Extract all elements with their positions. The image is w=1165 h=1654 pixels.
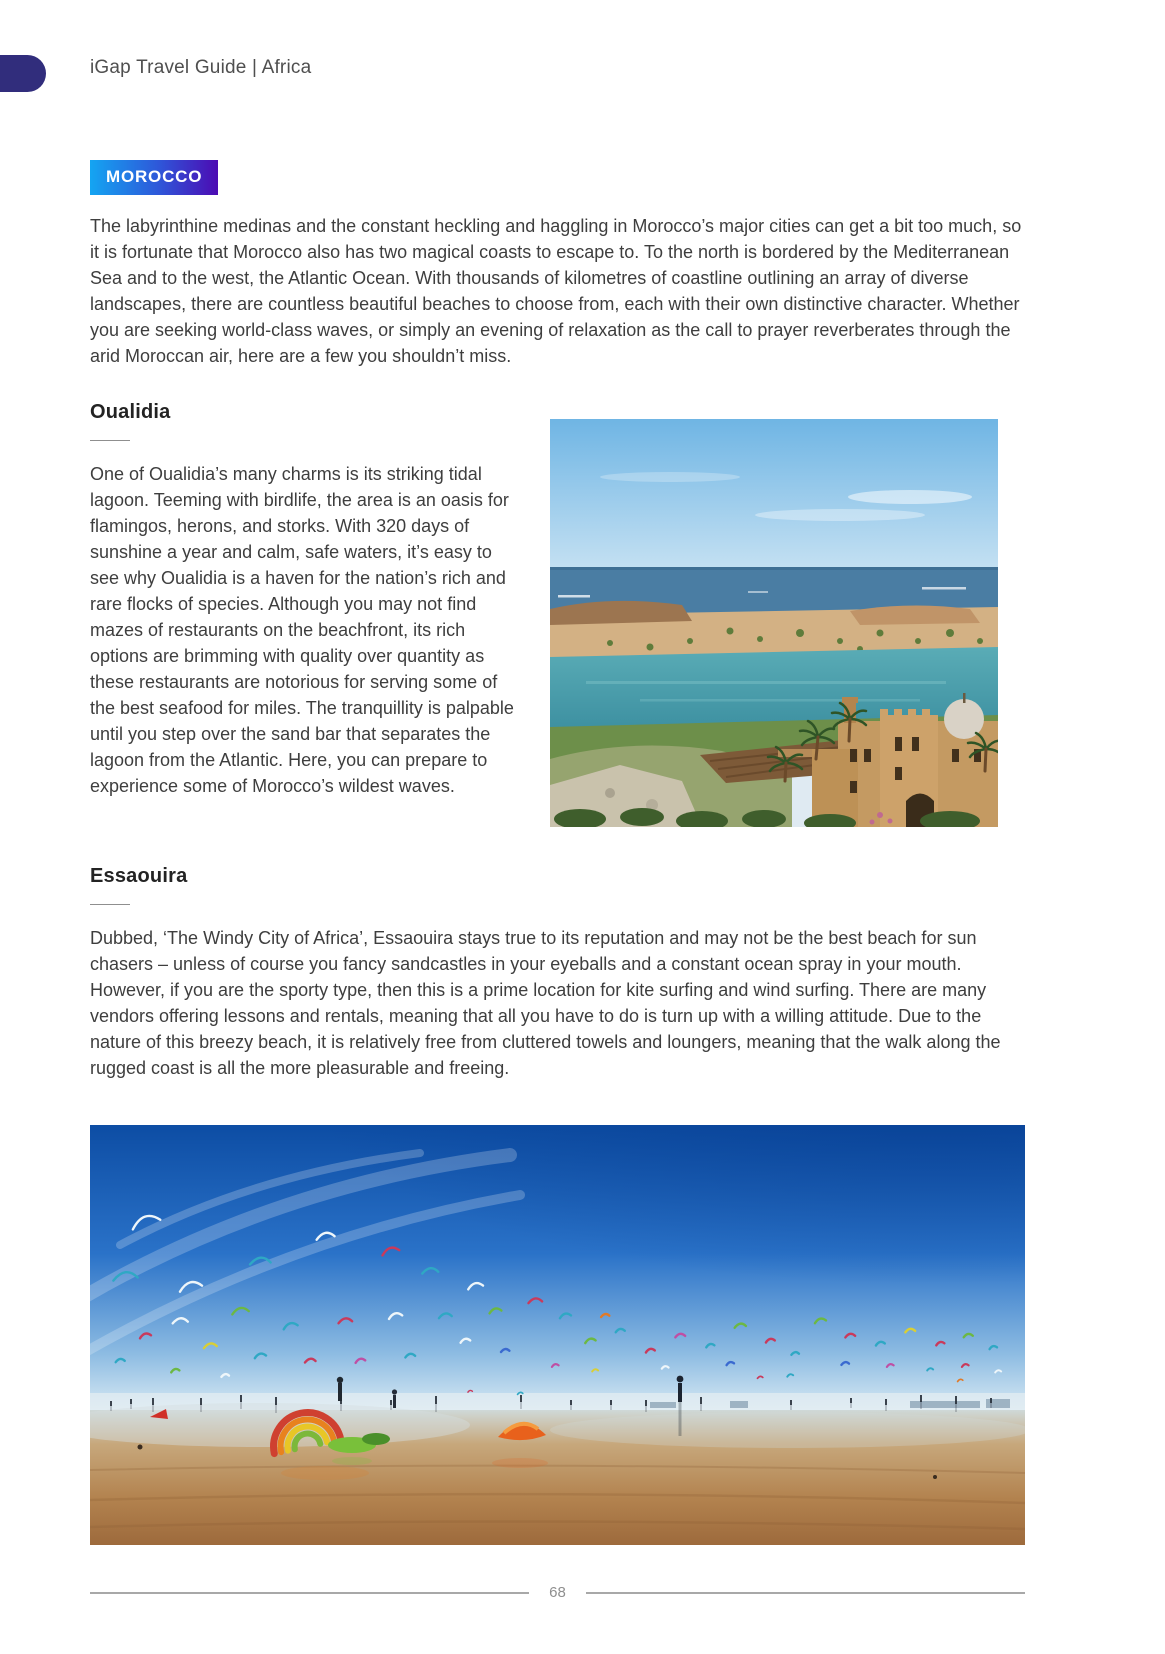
heading-rule xyxy=(90,440,130,441)
essaouira-section xyxy=(90,865,1025,1545)
footer-rule-right xyxy=(586,1592,1025,1594)
section-heading-essaouira: Essaouira xyxy=(90,865,188,887)
intro-paragraph: The labyrinthine medinas and the constant heckling and haggling in Morocco’s major cities can get a bit too much, so it is fortunate that Morocco also has two magical coasts to escape to. To the north is bordered by the Mediterranean Sea and to the west, the Atlantic Ocean. With thousands of kilometres of coastline outlining an array of diverse landscapes, there are countless beautiful beaches to choose from, each with their own distinctive character. Whether you are seeking world-class waves, or simply an evening of relaxation as the call to prayer reverberates through the arid Moroccan air, here are a few you shouldn’t miss. xyxy=(90,216,1022,366)
essaouira-beach-illustration xyxy=(90,1125,1025,1545)
page-number: 68 xyxy=(549,1584,566,1601)
essaouira-paragraph: Dubbed, ‘The Windy City of Africa’, Essaouira stays true to its reputation and may not be the best beach for sun chasers – unless of course you fancy sandcastles in your eyeballs and a constant ocean spray in your mouth. However, if you are the sporty type, then this is a prime location for kite surfing and wind surfing. There are many vendors offering lessons and rentals, meaning that all you have to do is turn up with a willing attitude. Due to the nature of this breezy beach, it is relatively free from cluttered towels and loungers, meaning that the walk along the rugged coast is all the more pleasurable and freeing. xyxy=(90,928,1001,1078)
oualidia-text-column xyxy=(90,395,550,827)
country-badge: MOROCCO xyxy=(90,160,218,195)
section-heading-oualidia: Oualidia xyxy=(90,401,171,423)
document-header-title: iGap Travel Guide | Africa xyxy=(90,57,312,78)
page-footer xyxy=(90,1584,1025,1601)
essaouira-kitesurf-beach-photo xyxy=(90,1125,1025,1545)
footer-rule-left xyxy=(90,1592,529,1594)
page-content xyxy=(90,160,1025,1545)
oualidia-lagoon-photo xyxy=(550,419,998,827)
oualidia-section xyxy=(90,395,1025,827)
oualidia-lagoon-illustration xyxy=(550,419,998,827)
oualidia-paragraph: One of Oualidia’s many charms is its striking tidal lagoon. Teeming with birdlife, the area is an oasis for flamingos, herons, and storks. With 320 days of sunshine a year and calm, safe waters, it’s easy to see why Oualidia is a haven for the nation’s rich and rare flocks of species. Although you may not find mazes of restaurants on the beachfront, its rich options are brimming with quality over quantity as these restaurants are notorious for serving some of the best seafood for miles. The tranquillity is palpable until you step over the sand bar that separates the lagoon from the Atlantic. Here, you can prepare to experience some of Morocco’s wildest waves. xyxy=(90,464,514,796)
page-corner-tab xyxy=(0,55,46,92)
heading-rule xyxy=(90,904,130,905)
